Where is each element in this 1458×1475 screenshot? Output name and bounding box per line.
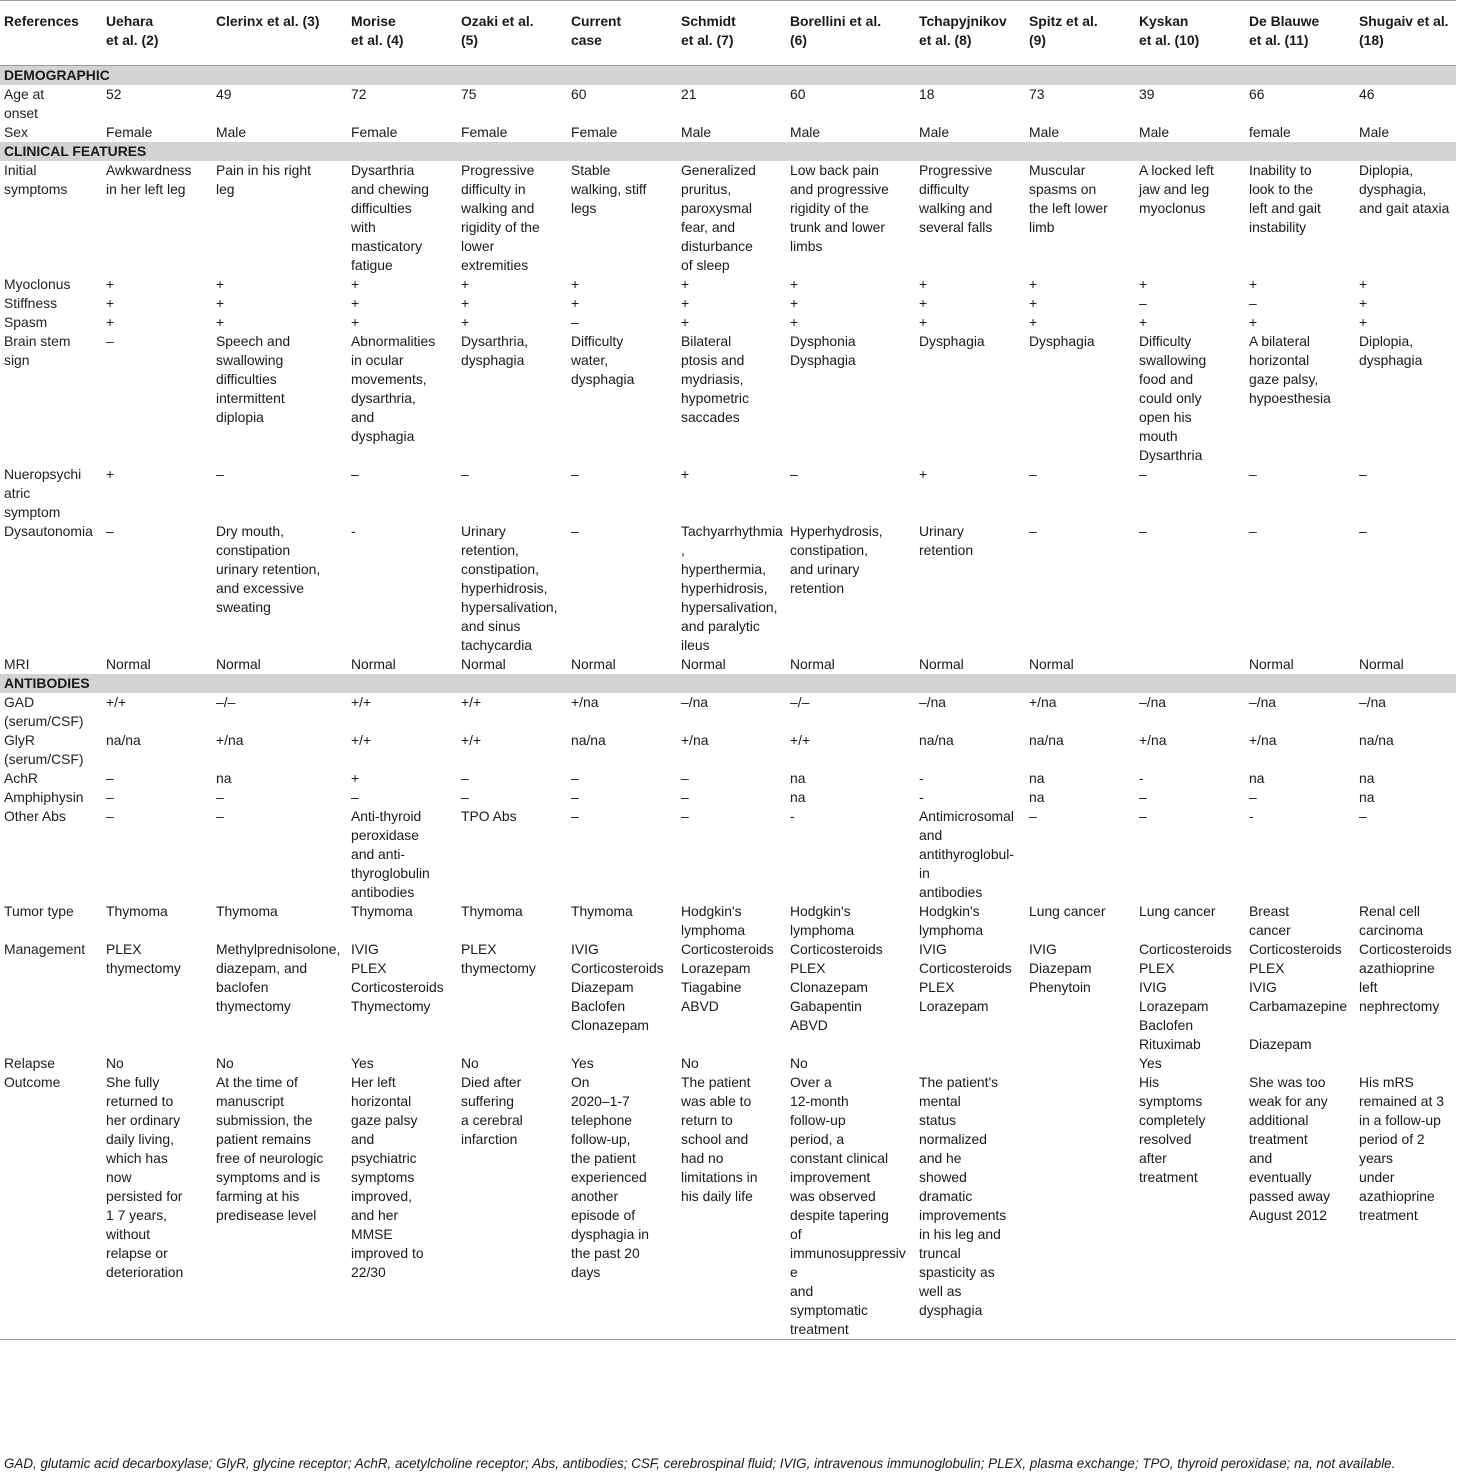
row-label: Brain stem sign	[4, 333, 71, 368]
table-cell: na	[1249, 770, 1265, 786]
table-cell: +	[351, 770, 360, 786]
table-cell: Thymoma	[461, 903, 523, 919]
table-cell: –	[571, 523, 579, 539]
table-cell: –	[1249, 466, 1257, 482]
table-row	[0, 161, 1456, 275]
table-cell: Bilateral ptosis and mydriasis, hypometric saccades	[681, 333, 749, 425]
table-cell: –/–	[790, 694, 810, 710]
table-cell: +/+	[351, 732, 372, 748]
table-cell: Progressive difficulty in walking and rigidity of the lower extremities	[461, 162, 540, 273]
table-cell: She was too weak for any additional treatment and eventually passed away August 2012	[1249, 1074, 1331, 1223]
table-cell: +	[681, 314, 690, 330]
table-cell: Over a 12-month follow-up period, a constant clinical improvement was observed despite tapering of immunosuppressive and symptomatic treatment	[790, 1074, 906, 1337]
table-cell: Male	[216, 124, 247, 140]
table-cell: At the time of manuscript submission, the patient remains free of neurologic symptoms and is farming at his predisease level	[216, 1074, 324, 1223]
table-cell: Male	[919, 124, 950, 140]
table-cell: +	[571, 276, 580, 292]
header-row	[0, 1, 1456, 66]
row-label: Spasm	[4, 314, 48, 330]
table-cell: na	[790, 770, 806, 786]
table-cell: A locked left jaw and leg myoclonus	[1139, 162, 1214, 216]
table-cell: +	[106, 295, 115, 311]
table-cell: –	[216, 789, 224, 805]
table-cell: 46	[1359, 86, 1375, 102]
table-cell: Stable walking, stiff legs	[571, 162, 647, 216]
table-cell: Yes	[1139, 1055, 1162, 1071]
table-cell: +	[216, 276, 225, 292]
table-row	[0, 731, 1456, 769]
table-cell: On 2020–1-7 telephone follow-up, the patient experienced another episode of dysphagia in the past 20 days	[571, 1074, 649, 1280]
table-cell: Normal	[681, 656, 726, 672]
table-cell: +/na	[1029, 694, 1057, 710]
section-row	[0, 142, 1456, 161]
table-row	[0, 693, 1456, 731]
table-cell: na/na	[106, 732, 141, 748]
table-cell: Lung cancer	[1139, 903, 1216, 919]
table-cell: na	[1029, 789, 1045, 805]
table-cell: Difficulty swallowing food and could only open his mouth Dysarthria	[1139, 333, 1207, 463]
table-cell: Diplopia, dysphagia	[1359, 333, 1423, 368]
table-cell: –/na	[1139, 694, 1167, 710]
table-cell: Thymoma	[106, 903, 168, 919]
table-cell: Pain in his right leg	[216, 162, 311, 197]
table-cell: Yes	[351, 1055, 374, 1071]
table-cell: na	[1359, 770, 1375, 786]
table-cell: –	[1029, 523, 1037, 539]
table-cell: –	[681, 770, 689, 786]
row-label: Amphiphysin	[4, 789, 84, 805]
table-cell: Breast cancer	[1249, 903, 1291, 938]
header-morise: Morise et al. (4)	[351, 13, 404, 48]
table-cell: +/na	[216, 732, 244, 748]
table-cell: –	[571, 314, 579, 330]
table-cell: na	[1359, 789, 1375, 805]
table-row	[0, 902, 1456, 940]
row-label: Sex	[4, 124, 28, 140]
table-cell	[1135, 655, 1245, 674]
table-cell: Abnormalities in ocular movements, dysarthria, and dysphagia	[351, 333, 436, 444]
table-cell: +/+	[106, 694, 127, 710]
table-cell: His mRS remained at 3 in a follow-up period of 2 years under azathioprine treatment	[1359, 1074, 1444, 1223]
table-cell: IVIG Corticosteroids Diazepam Baclofen Clonazepam	[571, 941, 664, 1033]
table-cell: +	[790, 295, 799, 311]
table-cell: –	[461, 466, 469, 482]
table-cell: –/na	[1359, 694, 1387, 710]
table-cell: +/na	[571, 694, 599, 710]
table-cell: +	[461, 295, 470, 311]
table-cell: Male	[681, 124, 712, 140]
table-cell: Female	[106, 124, 153, 140]
table-cell: IVIG Corticosteroids PLEX Lorazepam	[919, 941, 1012, 1014]
table-cell: +	[351, 276, 360, 292]
header-current-case: Current case	[571, 13, 622, 48]
table-cell: female	[1249, 124, 1291, 140]
table-cell: –	[106, 770, 114, 786]
header-shugaiv: Shugaiv et al. (18)	[1359, 13, 1449, 48]
row-label: Age at onset	[4, 86, 45, 121]
section-title: ANTIBODIES	[0, 674, 1456, 693]
table-cell: 52	[106, 86, 122, 102]
table-body	[0, 66, 1456, 1340]
table-cell: +	[790, 314, 799, 330]
table-cell: No	[790, 1055, 808, 1071]
table-row	[0, 123, 1456, 142]
section-title: CLINICAL FEATURES	[0, 142, 1456, 161]
table-cell: No	[106, 1055, 124, 1071]
table-cell: Thymoma	[216, 903, 278, 919]
table-cell: –	[1029, 808, 1037, 824]
table-cell: Corticosteroids PLEX Clonazepam Gabapentin ABVD	[790, 941, 883, 1033]
table-cell: 49	[216, 86, 232, 102]
table-row	[0, 940, 1456, 1054]
table-cell: Thymoma	[351, 903, 413, 919]
table-cell: +/+	[461, 694, 482, 710]
table-cell: Died after suffering a cerebral infarction	[461, 1074, 523, 1147]
table-cell: 60	[571, 86, 587, 102]
table-cell: +	[106, 276, 115, 292]
table-cell: -	[790, 808, 795, 824]
table-cell: +	[351, 314, 360, 330]
table-cell: Tachyarrhythmia, hyperthermia, hyperhidrosis, hypersalivation, and paralytic ileus	[681, 523, 783, 653]
row-label: Stiffness	[4, 295, 58, 311]
table-cell	[1025, 1054, 1135, 1073]
table-cell: +	[1249, 276, 1258, 292]
table-cell: Awkwardness in her left leg	[106, 162, 192, 197]
table-cell: Antimicrosomal and antithyroglobul- in antibodies	[919, 808, 1014, 900]
table-cell: +	[919, 276, 928, 292]
table-cell: Inability to look to the left and gait instability	[1249, 162, 1321, 235]
table-row	[0, 655, 1456, 674]
header-spitz: Spitz et al. (9)	[1029, 13, 1098, 48]
table-cell: 72	[351, 86, 367, 102]
table-cell: Thymoma	[571, 903, 633, 919]
table-cell: –	[106, 523, 114, 539]
header-clerinx: Clerinx et al. (3)	[216, 13, 320, 29]
table-cell: Hyperhydrosis, constipation, and urinary retention	[790, 523, 883, 596]
table-cell: Normal	[351, 656, 396, 672]
table-row	[0, 769, 1456, 788]
table-cell: +	[1029, 295, 1038, 311]
table-cell: +/na	[1249, 732, 1277, 748]
row-label: Outcome	[4, 1074, 61, 1090]
table-cell: Low back pain and progressive rigidity of the trunk and lower limbs	[790, 162, 889, 254]
table-row	[0, 275, 1456, 294]
table-cell: Dry mouth, constipation urinary retention, and excessive sweating	[216, 523, 321, 615]
table-cell: -	[351, 523, 356, 539]
table-cell: +	[1249, 314, 1258, 330]
row-label: GlyR (serum/CSF)	[4, 732, 84, 767]
table-cell: +/na	[681, 732, 709, 748]
table-cell: Progressive difficulty walking and several falls	[919, 162, 993, 235]
row-label: GAD (serum/CSF)	[4, 694, 84, 729]
table-cell: Normal	[1359, 656, 1404, 672]
row-label: Initial symptoms	[4, 162, 68, 197]
table-cell: Urinary retention, constipation, hyperhidrosis, hypersalivation, and sinus tachycardia	[461, 523, 558, 653]
table-cell: –	[1359, 523, 1367, 539]
table-cell: +/+	[790, 732, 811, 748]
table-cell: Normal	[1029, 656, 1074, 672]
table-cell: Normal	[461, 656, 506, 672]
table-cell: Hodgkin's lymphoma	[790, 903, 855, 938]
table-row	[0, 807, 1456, 902]
row-label: Dysautonomia	[4, 523, 93, 539]
table-cell: Muscular spasms on the left lower limb	[1029, 162, 1108, 235]
table-cell: Corticosteroids PLEX IVIG Carbamazepine Diazepam	[1249, 941, 1348, 1052]
table-cell: -	[1249, 808, 1254, 824]
table-cell: +	[1359, 295, 1368, 311]
table-cell: +	[919, 295, 928, 311]
table-row	[0, 522, 1456, 655]
table-cell: na/na	[1029, 732, 1064, 748]
table-cell: –	[1139, 789, 1147, 805]
table-cell: 18	[919, 86, 935, 102]
table-cell: Dysphonia Dysphagia	[790, 333, 856, 368]
table-cell: 39	[1139, 86, 1155, 102]
table-cell: Diplopia, dysphagia, and gait ataxia	[1359, 162, 1450, 216]
table-cell: +	[919, 466, 928, 482]
table-cell: PLEX thymectomy	[106, 941, 181, 976]
table-cell: –	[1139, 808, 1147, 824]
table-cell: 60	[790, 86, 806, 102]
table-cell: +	[790, 276, 799, 292]
table-cell: PLEX thymectomy	[461, 941, 536, 976]
table-cell: –/na	[1249, 694, 1277, 710]
header-references: References	[4, 13, 79, 29]
table-cell	[1355, 1054, 1456, 1073]
table-footnote: GAD, glutamic acid decarboxylase; GlyR, glycine receptor; AchR, acetylcholine receptor; Abs, antibodies; CSF, cerebrospinal fluid; IVIG, intravenous immunoglobulin; PLEX, plasma exchange; TPO, thyroid peroxidase; na, not available.	[4, 1456, 1396, 1471]
row-label: AchR	[4, 770, 38, 786]
table-cell: –	[681, 789, 689, 805]
table-cell: -	[919, 770, 924, 786]
table-row	[0, 788, 1456, 807]
table-row	[0, 1073, 1456, 1340]
table-cell: –	[1249, 295, 1257, 311]
table-cell: –	[106, 789, 114, 805]
table-cell: Normal	[919, 656, 964, 672]
table-cell: -	[1139, 770, 1144, 786]
table-cell	[1025, 1073, 1135, 1340]
header-kyskan: Kyskan et al. (10)	[1139, 13, 1200, 48]
table-cell: –	[461, 789, 469, 805]
table-cell: +	[1029, 314, 1038, 330]
table-cell: +	[681, 295, 690, 311]
row-label: Management	[4, 941, 86, 957]
table-cell: No	[461, 1055, 479, 1071]
table-cell: –	[1359, 466, 1367, 482]
table-cell: +	[681, 466, 690, 482]
table-cell: Renal cell carcinoma	[1359, 903, 1424, 938]
table-cell: +	[1139, 276, 1148, 292]
table-cell: –	[1359, 808, 1367, 824]
table-cell: +/na	[1139, 732, 1167, 748]
table-cell: +/+	[351, 694, 372, 710]
table-row	[0, 294, 1456, 313]
table-cell: +/+	[461, 732, 482, 748]
row-label: Other Abs	[4, 808, 66, 824]
table-cell: Female	[571, 124, 618, 140]
table-cell: na	[1029, 770, 1045, 786]
table-cell: –	[1249, 789, 1257, 805]
table-cell: IVIG PLEX Corticosteroids Thymectomy	[351, 941, 444, 1014]
table-cell: Lung cancer	[1029, 903, 1106, 919]
table-cell: –	[106, 808, 114, 824]
table-cell: Yes	[571, 1055, 594, 1071]
table-cell: na	[216, 770, 232, 786]
table-cell: +	[1139, 314, 1148, 330]
table-cell: Female	[351, 124, 398, 140]
table-cell: Female	[461, 124, 508, 140]
table-cell: Dysarthria and chewing difficulties with masticatory fatigue	[351, 162, 429, 273]
table-cell: –/–	[216, 694, 236, 710]
table-cell: His symptoms completely resolved after treatment	[1139, 1074, 1206, 1185]
row-label: MRI	[4, 656, 30, 672]
table-cell: No	[216, 1055, 234, 1071]
table-cell: na	[790, 789, 806, 805]
table-cell: Corticosteroids PLEX IVIG Lorazepam Baclofen Rituximab	[1139, 941, 1232, 1052]
table-cell: 66	[1249, 86, 1265, 102]
table-cell: Normal	[1249, 656, 1294, 672]
table-row	[0, 465, 1456, 522]
table-cell: Difficulty water, dysphagia	[571, 333, 635, 387]
table-cell: Dysphagia	[919, 333, 985, 349]
table-cell: –/na	[919, 694, 947, 710]
table-cell: –	[351, 789, 359, 805]
table-cell	[915, 1054, 1025, 1073]
table-cell: The patient was able to return to school and had no limitations in his daily life	[681, 1074, 758, 1204]
table-cell: na/na	[1359, 732, 1394, 748]
table-cell: –/na	[681, 694, 709, 710]
table-cell: Normal	[790, 656, 835, 672]
table-cell: +	[1359, 276, 1368, 292]
table-cell: Normal	[216, 656, 261, 672]
row-label: Relapse	[4, 1055, 55, 1071]
table-cell: Normal	[106, 656, 151, 672]
table-cell: -	[919, 789, 924, 805]
table-cell: –	[216, 808, 224, 824]
table-cell: Dysphagia	[1029, 333, 1095, 349]
table-cell: 73	[1029, 86, 1045, 102]
header-tchapyjnikov: Tchapyjnikov et al. (8)	[919, 13, 1007, 48]
table-cell: +	[1029, 276, 1038, 292]
table-cell: Male	[1029, 124, 1060, 140]
table-cell: +	[106, 466, 115, 482]
section-row	[0, 674, 1456, 693]
table-cell: –	[216, 466, 224, 482]
table-cell: Her left horizontal gaze palsy and psychiatric symptoms improved, and her MMSE improved to 22/30	[351, 1074, 424, 1280]
table-cell: +	[461, 314, 470, 330]
table-cell: A bilateral horizontal gaze palsy, hypoesthesia	[1249, 333, 1331, 406]
table-cell: Corticosteroids Lorazepam Tiagabine ABVD	[681, 941, 774, 1014]
header-borellini: Borellini et al. (6)	[790, 13, 882, 48]
table-cell: Hodgkin's lymphoma	[919, 903, 984, 938]
table-cell: Dysarthria, dysphagia	[461, 333, 529, 368]
table-cell: +	[681, 276, 690, 292]
table-cell: +	[461, 276, 470, 292]
table-cell: Male	[1359, 124, 1390, 140]
table-cell: Methylprednisolone, diazepam, and baclofen thymectomy	[216, 941, 341, 1014]
table-cell: –	[106, 333, 114, 349]
table-cell: +	[571, 295, 580, 311]
table-cell: No	[681, 1055, 699, 1071]
table-cell: +	[919, 314, 928, 330]
table-cell: –	[790, 466, 798, 482]
table-cell: na/na	[919, 732, 954, 748]
table-cell: She fully returned to her ordinary daily living, which has now persisted for 1 7 years, without relapse or deterioration	[106, 1074, 184, 1280]
table-cell: Generalized pruritus, paroxysmal fear, and disturbance of sleep	[681, 162, 756, 273]
table-cell	[1245, 1054, 1355, 1073]
table-row	[0, 313, 1456, 332]
row-label: Tumor type	[4, 903, 74, 919]
table-cell: +	[216, 314, 225, 330]
table-cell: –	[461, 770, 469, 786]
table-cell: –	[571, 770, 579, 786]
row-label: Nueropsychi atric symptom	[4, 466, 82, 520]
table-cell: –	[571, 466, 579, 482]
table-row	[0, 1054, 1456, 1073]
table-cell: –	[351, 466, 359, 482]
table-cell: 21	[681, 86, 697, 102]
table-cell: na/na	[571, 732, 606, 748]
table-cell: Urinary retention	[919, 523, 974, 558]
table-cell: Hodgkin's lymphoma	[681, 903, 746, 938]
table-cell: –	[1139, 466, 1147, 482]
table-cell: +	[1359, 314, 1368, 330]
table-cell: Normal	[571, 656, 616, 672]
section-title: DEMOGRAPHIC	[0, 66, 1456, 86]
table-row	[0, 332, 1456, 465]
table-cell: Anti-thyroid peroxidase and anti- thyroglobulin antibodies	[351, 808, 430, 900]
table-cell: –	[1249, 523, 1257, 539]
table-cell: Male	[790, 124, 821, 140]
row-label: Myoclonus	[4, 276, 71, 292]
table-cell: –	[681, 808, 689, 824]
table-cell: 75	[461, 86, 477, 102]
table-cell: Speech and swallowing difficulties intermittent diplopia	[216, 333, 291, 425]
table-cell: –	[571, 789, 579, 805]
section-row	[0, 66, 1456, 86]
table-cell: –	[1139, 295, 1147, 311]
header-schmidt: Schmidt et al. (7)	[681, 13, 736, 48]
table-cell: Corticosteroids azathioprine left nephrectomy	[1359, 941, 1452, 1014]
table-cell: +	[216, 295, 225, 311]
table-cell: +	[351, 295, 360, 311]
table-cell: –	[1139, 523, 1147, 539]
table-row	[0, 85, 1456, 123]
table-cell: Male	[1139, 124, 1170, 140]
table-cell: The patient's mental status normalized and he showed dramatic improvements in his leg and truncal spasticity as well as dysphagia	[919, 1074, 1007, 1318]
table-cell: –	[1029, 466, 1037, 482]
table-cell: +	[106, 314, 115, 330]
header-uehara: Uehara et al. (2)	[106, 13, 159, 48]
table-cell: IVIG Diazepam Phenytoin	[1029, 941, 1092, 995]
table-cell: TPO Abs	[461, 808, 517, 824]
table-cell: –	[571, 808, 579, 824]
header-de-blauwe: De Blauwe et al. (11)	[1249, 13, 1320, 48]
header-ozaki: Ozaki et al. (5)	[461, 13, 534, 48]
